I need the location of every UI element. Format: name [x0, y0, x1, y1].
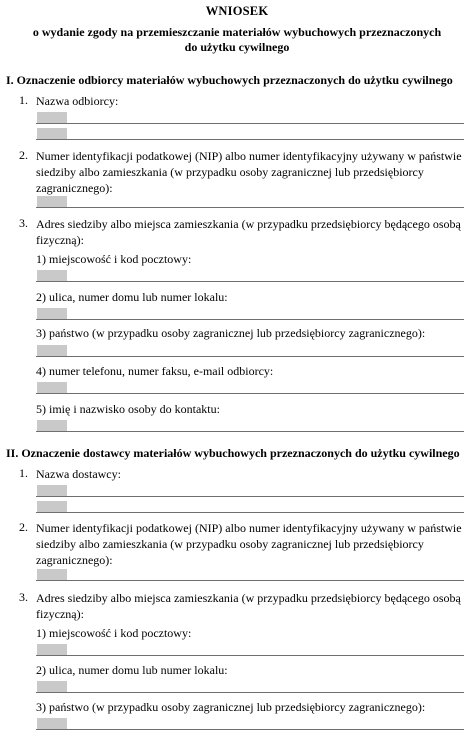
input-field[interactable] [37, 345, 67, 356]
sub-label: 3) państwo (w przypadku osoby zagranicznej lub przedsiębiorcy zagranicznego): [36, 326, 426, 340]
sub-label: 3) państwo (w przypadku osoby zagranicznej lub przedsiębiorcy zagranicznego): [36, 700, 426, 714]
line-separator [36, 729, 464, 730]
item-line: siedziby albo zamieszkania (w przypadku osoby zagranicznej lub przedsiębiorcy [36, 537, 424, 551]
input-field[interactable] [37, 112, 67, 123]
subtitle-line: do użytku cywilnego [184, 40, 290, 54]
item-label [36, 148, 462, 196]
line-separator [36, 319, 464, 320]
item-label [36, 520, 462, 568]
input-field[interactable] [37, 681, 67, 692]
item-number: 2. [19, 148, 28, 162]
item-label [36, 216, 462, 248]
input-field[interactable] [37, 308, 67, 319]
sub-label: 5) imię i nazwisko osoby do kontaktu: [36, 402, 220, 416]
form-subtitle [20, 25, 454, 55]
item-number: 2. [19, 520, 28, 534]
input-field[interactable] [37, 196, 67, 207]
item-number: 3. [19, 590, 28, 604]
item-label: Nazwa odbiorcy: [36, 94, 119, 108]
input-field[interactable] [37, 128, 67, 139]
line-separator [36, 393, 464, 394]
line-separator [36, 281, 464, 282]
line-separator [36, 207, 464, 208]
input-field[interactable] [37, 718, 67, 729]
line-separator [36, 496, 464, 497]
item-line: fizyczną): [36, 233, 84, 247]
form-title: WNIOSEK [205, 4, 269, 18]
line-separator [36, 655, 464, 656]
input-field[interactable] [37, 270, 67, 281]
input-field[interactable] [37, 501, 67, 512]
line-separator [36, 580, 464, 581]
item-number: 3. [19, 216, 28, 230]
line-separator [36, 431, 464, 432]
item-line: Adres siedziby albo miejsca zamieszkania (w przypadku przedsiębiorcy będącego osobą [36, 217, 461, 231]
input-field[interactable] [37, 420, 67, 431]
input-field[interactable] [37, 485, 67, 496]
line-separator [36, 139, 464, 140]
line-separator [36, 123, 464, 124]
item-number: 1. [19, 466, 28, 480]
sub-label: 1) miejscowość i kod pocztowy: [36, 252, 192, 266]
subtitle-line: o wydanie zgody na przemieszczanie materiałów wybuchowych przeznaczonych [32, 25, 442, 39]
item-line: Numer identyfikacji podatkowej (NIP) albo numer identyfikacyjny używany w państwie [36, 521, 462, 535]
sub-label: 2) ulica, numer domu lub numer lokalu: [36, 663, 228, 677]
sub-label: 1) miejscowość i kod pocztowy: [36, 626, 192, 640]
item-line: siedziby albo zamieszkania (w przypadku osoby zagranicznej lub przedsiębiorcy [36, 165, 424, 179]
item-line: Numer identyfikacji podatkowej (NIP) albo numer identyfikacyjny używany w państwie [36, 149, 462, 163]
sub-label: 4) numer telefonu, numer faksu, e-mail odbiorcy: [36, 364, 274, 378]
item-number: 1. [19, 93, 28, 107]
line-separator [36, 512, 464, 513]
item-label [36, 590, 462, 622]
item-line: Adres siedziby albo miejsca zamieszkania (w przypadku przedsiębiorcy będącego osobą [36, 591, 461, 605]
item-label: Nazwa dostawcy: [36, 467, 121, 481]
item-line: zagranicznego): [36, 181, 113, 195]
line-separator [36, 356, 464, 357]
input-field[interactable] [37, 569, 67, 580]
item-line: zagranicznego): [36, 553, 113, 567]
item-line: fizyczną): [36, 607, 84, 621]
sub-label: 2) ulica, numer domu lub numer lokalu: [36, 290, 228, 304]
section-heading: II. Oznaczenie dostawcy materiałów wybuchowych przeznaczonych do użytku cywilnego [6, 446, 460, 460]
input-field[interactable] [37, 382, 67, 393]
input-field[interactable] [37, 644, 67, 655]
section-heading: I. Oznaczenie odbiorcy materiałów wybuchowych przeznaczonych do użytku cywilnego [6, 73, 453, 87]
line-separator [36, 692, 464, 693]
